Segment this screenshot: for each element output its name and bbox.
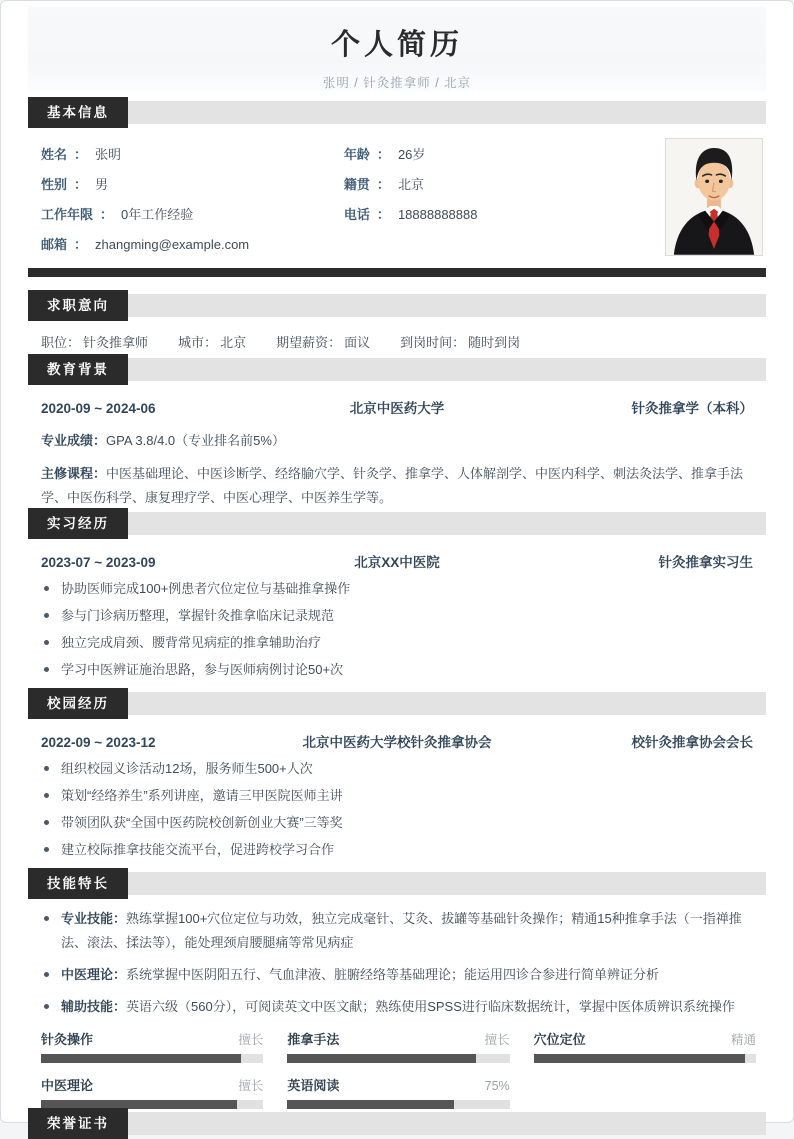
internship-organization: 北京XX中医院 bbox=[354, 555, 440, 570]
intention-colon: ： bbox=[328, 335, 342, 350]
skill-bar-name: 穴位定位 bbox=[533, 1032, 586, 1047]
campus-header-row bbox=[41, 731, 753, 751]
skill-bar-tcm-theory bbox=[41, 1075, 263, 1109]
section-bar-honors bbox=[28, 1112, 766, 1135]
page-title: 个人简历 bbox=[330, 29, 463, 61]
progress-track bbox=[287, 1100, 509, 1109]
field-age bbox=[344, 144, 665, 163]
field-value: 18888888888 bbox=[397, 206, 478, 222]
list-item: 组织校园义诊活动12场，服务师生500+人次 bbox=[41, 760, 753, 777]
field-label: 邮箱 bbox=[41, 236, 68, 252]
intention-value: 北京 bbox=[220, 335, 247, 350]
profile-photo bbox=[665, 138, 763, 256]
intention-colon: ： bbox=[67, 335, 81, 350]
skill-label: 中医理论： bbox=[61, 967, 127, 982]
field-label: 姓名 bbox=[41, 146, 68, 162]
intention-colon: ： bbox=[452, 335, 466, 350]
skill-bar-name: 英语阅读 bbox=[287, 1078, 340, 1093]
intention-colon: ： bbox=[204, 335, 218, 350]
section-title-skills: 技能特长 bbox=[28, 868, 128, 899]
education-degree: 针灸推拿学（本科） bbox=[631, 401, 753, 416]
intention-label: 职位 bbox=[41, 335, 68, 350]
resume-header bbox=[28, 7, 766, 91]
intention-salary bbox=[276, 332, 370, 351]
basic-info-grid bbox=[41, 138, 665, 258]
section-title-education: 教育背景 bbox=[28, 354, 128, 385]
section-bar-basic-info bbox=[28, 101, 766, 124]
courses-value: 中医基础理论、中医诊断学、经络腧穴学、针灸学、推拿学、人体解剖学、中医内科学、刺法灸法学、推拿手法学、中医伤科学、康复理疗学、中医心理学、中医养生学等。 bbox=[41, 466, 744, 505]
field-label: 电话 bbox=[343, 206, 370, 222]
skill-bar-acupuncture bbox=[41, 1029, 263, 1063]
field-colon: ： bbox=[74, 146, 88, 162]
campus-period: 2022-09 ~ 2023-12 bbox=[41, 735, 156, 750]
intention-value: 随时到岗 bbox=[468, 335, 521, 350]
field-name bbox=[41, 144, 344, 163]
intention-label: 城市 bbox=[178, 335, 205, 350]
skill-bar-level: 精通 bbox=[730, 1033, 756, 1047]
field-value: 男 bbox=[95, 176, 109, 192]
progress-fill bbox=[534, 1054, 745, 1063]
field-label: 年龄 bbox=[343, 146, 370, 162]
education-school: 北京中医药大学 bbox=[349, 401, 445, 416]
skill-bar-head bbox=[41, 1029, 263, 1048]
skill-bar-name: 推拿手法 bbox=[287, 1032, 340, 1047]
gpa-value: GPA 3.8/4.0（专业排名前5%） bbox=[106, 433, 285, 448]
page-subtitle: 张明 / 针灸推拿师 / 北京 bbox=[322, 76, 472, 90]
section-title-honors: 荣誉证书 bbox=[28, 1108, 128, 1139]
list-item: 建立校际推拿技能交流平台，促进跨校学习合作 bbox=[41, 841, 753, 858]
education-period: 2020-09 ~ 2024-06 bbox=[41, 401, 156, 416]
education-gpa-line bbox=[41, 429, 753, 453]
skill-bar-head bbox=[534, 1029, 756, 1048]
list-item: 学习中医辨证施治思路，参与医师病例讨论50+次 bbox=[41, 661, 753, 678]
internship-bullet-list bbox=[41, 580, 753, 678]
field-colon: ： bbox=[74, 176, 88, 192]
field-label: 工作年限 bbox=[41, 206, 94, 222]
intention-label: 期望薪资 bbox=[276, 335, 329, 350]
field-value: 26岁 bbox=[397, 146, 426, 162]
field-colon: ： bbox=[376, 206, 390, 222]
field-gender bbox=[41, 174, 344, 193]
section-title-internship: 实习经历 bbox=[28, 508, 128, 539]
basic-info-block bbox=[41, 138, 763, 258]
section-divider bbox=[28, 268, 766, 277]
portrait-illustration bbox=[666, 139, 762, 255]
skill-bar-level: 擅长 bbox=[238, 1033, 264, 1047]
skill-text: 英语六级（560分），可阅读英文中医文献；熟练使用SPSS进行临床数据统计，掌握中医体质辨识系统操作 bbox=[126, 999, 735, 1014]
section-bar-skills bbox=[28, 872, 766, 895]
list-item bbox=[41, 907, 753, 955]
progress-track bbox=[534, 1054, 756, 1063]
field-value: 北京 bbox=[397, 176, 424, 192]
intention-value: 面议 bbox=[344, 335, 371, 350]
field-value: 张明 bbox=[95, 146, 122, 162]
field-colon: ： bbox=[376, 146, 390, 162]
field-email bbox=[41, 234, 344, 253]
progress-track bbox=[41, 1054, 263, 1063]
skills-bullet-list bbox=[41, 907, 753, 1019]
skill-bar-level: 擅长 bbox=[484, 1033, 510, 1047]
section-title-job-intention: 求职意向 bbox=[28, 290, 128, 321]
progress-track bbox=[287, 1054, 509, 1063]
field-value: 0年工作经验 bbox=[121, 206, 194, 222]
field-colon: ： bbox=[74, 236, 88, 252]
list-item bbox=[41, 995, 753, 1019]
skill-bars-grid bbox=[41, 1029, 756, 1109]
intention-position bbox=[41, 332, 148, 351]
skill-label: 专业技能： bbox=[61, 911, 127, 926]
gpa-label: 专业成绩： bbox=[41, 433, 107, 448]
skill-bar-tuina bbox=[287, 1029, 509, 1063]
progress-fill bbox=[287, 1054, 476, 1063]
skill-bar-head bbox=[41, 1075, 263, 1094]
campus-bullet-list bbox=[41, 760, 753, 858]
list-item: 独立完成肩颈、腰背常见病症的推拿辅助治疗 bbox=[41, 634, 753, 651]
campus-organization: 北京中医药大学校针灸推拿协会 bbox=[302, 735, 492, 750]
field-colon: ： bbox=[100, 206, 114, 222]
section-bar-internship bbox=[28, 512, 766, 535]
field-colon: ： bbox=[376, 176, 390, 192]
field-native-place bbox=[344, 174, 665, 193]
field-label: 籍贯 bbox=[343, 176, 370, 192]
skill-bar-name: 中医理论 bbox=[41, 1078, 94, 1093]
field-value: zhangming@example.com bbox=[95, 236, 250, 252]
section-bar-job-intention bbox=[28, 294, 766, 317]
education-header-row bbox=[41, 397, 753, 417]
skill-bar-english bbox=[287, 1075, 509, 1109]
skill-label: 辅助技能： bbox=[61, 999, 127, 1014]
field-label: 性别 bbox=[41, 176, 68, 192]
courses-label: 主修课程： bbox=[41, 466, 107, 481]
internship-period: 2023-07 ~ 2023-09 bbox=[41, 555, 156, 570]
campus-role: 校针灸推拿协会会长 bbox=[631, 735, 753, 750]
intention-city bbox=[178, 332, 246, 351]
list-item: 参与门诊病历整理，掌握针灸推拿临床记录规范 bbox=[41, 607, 753, 624]
progress-fill bbox=[41, 1054, 241, 1063]
section-bar-education bbox=[28, 358, 766, 381]
skill-text: 系统掌握中医阴阳五行、气血津液、脏腑经络等基础理论；能运用四诊合参进行简单辨证分析 bbox=[126, 967, 660, 982]
skill-bar-name: 针灸操作 bbox=[41, 1032, 94, 1047]
skill-bar-level: 擅长 bbox=[238, 1079, 264, 1093]
list-item bbox=[41, 963, 753, 987]
skill-bar-head bbox=[287, 1075, 509, 1094]
list-item: 带领团队获“全国中医药院校创新创业大赛”三等奖 bbox=[41, 814, 753, 831]
section-title-campus: 校园经历 bbox=[28, 688, 128, 719]
internship-header-row bbox=[41, 551, 753, 571]
section-title-basic-info: 基本信息 bbox=[28, 97, 128, 128]
list-item: 策划“经络养生”系列讲座，邀请三甲医院医师主讲 bbox=[41, 787, 753, 804]
intention-label: 到岗时间 bbox=[400, 335, 453, 350]
skill-bar-head bbox=[287, 1029, 509, 1048]
field-phone bbox=[344, 204, 665, 223]
job-intention-row bbox=[41, 332, 753, 351]
progress-fill bbox=[287, 1100, 454, 1109]
skill-bar-level: 75% bbox=[484, 1079, 510, 1093]
field-work-years bbox=[41, 204, 344, 223]
internship-role: 针灸推拿实习生 bbox=[658, 555, 753, 570]
skill-bar-acupoint bbox=[534, 1029, 756, 1063]
list-item: 协助医师完成100+例患者穴位定位与基础推拿操作 bbox=[41, 580, 753, 597]
intention-start-date bbox=[400, 332, 520, 351]
skill-text: 熟练掌握100+穴位定位与功效，独立完成毫针、艾灸、拔罐等基础针灸操作；精通15种推拿手法（一指禅推法、滚法、揉法等），能处理颈肩腰腿痛等常见病症 bbox=[61, 911, 742, 950]
intention-value: 针灸推拿师 bbox=[83, 335, 149, 350]
education-courses-line bbox=[41, 462, 753, 510]
section-bar-campus bbox=[28, 692, 766, 715]
